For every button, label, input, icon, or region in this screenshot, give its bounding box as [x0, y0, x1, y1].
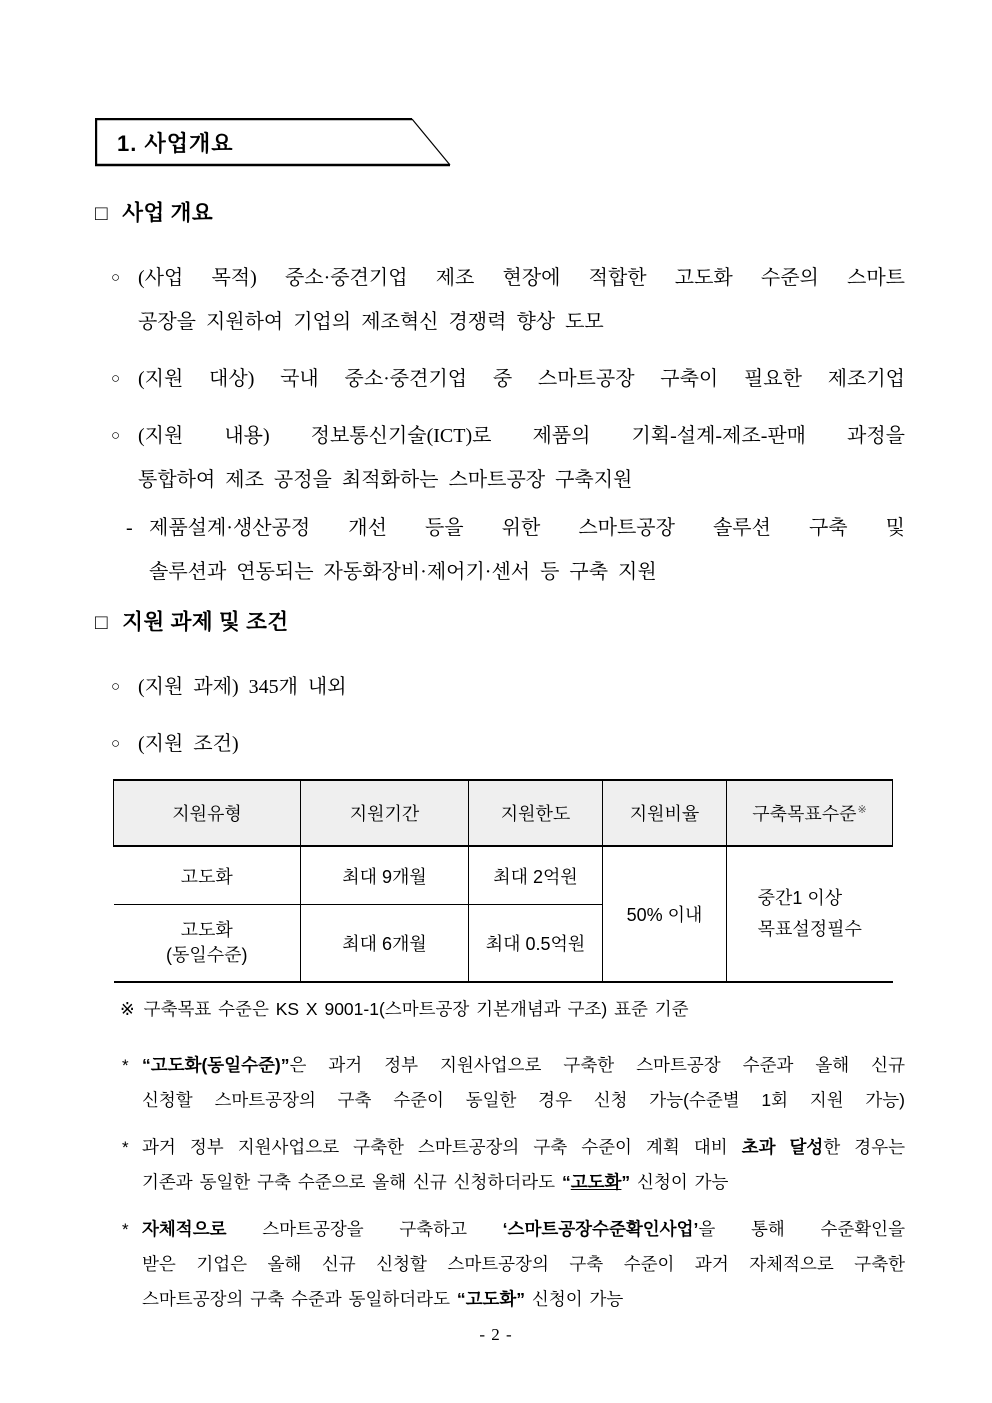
col-header-support-limit: 지원한도	[469, 780, 603, 846]
bullet-line: (지원 대상) 국내 중소·중견기업 중 스마트공장 구축이 필요한 제조기업	[138, 368, 905, 390]
bullet-line: 공장을 지원하여 기업의 제조혁신 경쟁력 향상 도모	[138, 311, 604, 333]
bullet-text	[138, 722, 905, 766]
bullet-line: 통합하여 제조 공정을 최적화하는 스마트공장 구축지원	[138, 469, 633, 491]
page-number: - 2 -	[479, 1325, 513, 1344]
footnote-line: 신청할 스마트공장의 구축 수준이 동일한 경우 신청 가능(수준별 1회 지원 가능)	[142, 1090, 905, 1110]
cell-period: 최대 9개월	[301, 846, 469, 905]
footnote-self-built	[122, 1212, 905, 1317]
cell-limit: 최대 2억원	[469, 846, 603, 905]
bullet-line: 솔루션과 연동되는 자동화장비·제어기·센서 등 구축 지원	[149, 561, 657, 583]
bullet-line: (지원 조건)	[138, 733, 239, 755]
footnote-line: 과거 정부 지원사업으로 구축한 스마트공장의 구축 수준이 계획 대비 초과 달성한 경우는	[142, 1137, 906, 1157]
section-heading-conditions	[95, 607, 905, 637]
cell-ratio: 50% 이내	[603, 846, 727, 982]
cell-type: 고도화 (동일수준)	[114, 905, 301, 983]
footnote-text	[142, 1212, 905, 1317]
table-row	[114, 846, 893, 905]
footnote-line: 받은 기업은 올해 신규 신청할 스마트공장의 구축 수준이 과거 자체적으로 구축한	[142, 1254, 905, 1274]
footnote-line: 스마트공장의 구축 수준과 동일하더라도 “고도화” 신청이 가능	[142, 1289, 624, 1309]
bullet-item-target	[95, 357, 905, 401]
bullet-line: (지원 과제) 345개 내외	[138, 676, 347, 698]
col-header-target-level-label: 구축목표수준	[752, 804, 857, 824]
square-bullet-icon: □	[95, 201, 109, 225]
cell-period: 최대 6개월	[301, 905, 469, 983]
bullet-text	[138, 414, 905, 502]
footnote-exceeded	[122, 1130, 905, 1200]
bullet-text	[138, 665, 905, 709]
section-banner	[95, 118, 455, 166]
cell-limit: 최대 0.5억원	[469, 905, 603, 983]
table-reference-note-text: 구축목표 수준은 KS X 9001-1(스마트공장 기본개념과 구조) 표준 기준	[143, 999, 689, 1019]
table-reference-note	[120, 996, 905, 1023]
footnote-line: “고도화(동일수준)”은 과거 정부 지원사업으로 구축한 스마트공장 수준과 올해 신규	[142, 1055, 905, 1075]
section-heading-label: 사업 개요	[122, 201, 214, 225]
table-header-row	[114, 780, 893, 846]
footnote-same-level	[122, 1048, 905, 1118]
cell-target-level	[727, 846, 893, 982]
footnote-line: 기존과 동일한 구축 수준으로 올해 신규 신청하더라도 “고도화” 신청이 가능	[142, 1172, 729, 1192]
bullet-line: (지원 내용) 정보통신기술(ICT)로 제품의 기획-설계-제조-판매 과정을	[138, 425, 905, 447]
asterisk-icon: *	[122, 1056, 129, 1075]
bullet-text	[138, 357, 905, 401]
bullet-text	[149, 506, 905, 594]
reference-mark-icon: ※	[120, 999, 135, 1019]
col-header-support-period: 지원기간	[301, 780, 469, 846]
asterisk-icon: *	[122, 1220, 129, 1239]
circle-bullet-icon: ○	[111, 270, 121, 286]
circle-bullet-icon: ○	[111, 679, 121, 695]
bullet-item-content-sub	[95, 506, 905, 594]
dash-bullet-icon: -	[126, 517, 133, 539]
section-heading-label: 지원 과제 및 조건	[122, 610, 289, 634]
col-header-support-ratio: 지원비율	[603, 780, 727, 846]
circle-bullet-icon: ○	[111, 736, 121, 752]
footnote-line: 자체적으로 스마트공장을 구축하고 ‘스마트공장수준확인사업’을 통해 수준확인을	[142, 1219, 905, 1239]
cell-type: 고도화	[114, 846, 301, 905]
asterisk-icon: *	[122, 1138, 129, 1157]
bullet-item-conditions	[95, 722, 905, 766]
footnote-text	[142, 1048, 905, 1118]
square-bullet-icon: □	[95, 610, 109, 634]
col-header-support-type: 지원유형	[114, 780, 301, 846]
reference-mark-icon: ※	[857, 804, 867, 816]
bullet-item-purpose	[95, 256, 905, 344]
circle-bullet-icon: ○	[111, 371, 121, 387]
bullet-line: (사업 목적) 중소·중견기업 제조 현장에 적합한 고도화 수준의 스마트	[138, 267, 905, 289]
support-conditions-table-wrap	[113, 779, 905, 983]
bullet-item-task-count	[95, 665, 905, 709]
section-heading-overview	[95, 198, 905, 228]
bullet-text	[138, 256, 905, 344]
page-content	[95, 118, 905, 1329]
cell-target-level-text: 중간1 이상 목표설정필수	[757, 888, 862, 939]
support-conditions-table	[113, 779, 893, 983]
bullet-line: 제품설계·생산공정 개선 등을 위한 스마트공장 솔루션 구축 및	[149, 517, 905, 539]
circle-bullet-icon: ○	[111, 428, 121, 444]
bullet-item-content	[95, 414, 905, 502]
banner-title: 1. 사업개요	[117, 130, 234, 156]
footnote-text	[142, 1130, 905, 1200]
col-header-target-level	[727, 780, 893, 846]
